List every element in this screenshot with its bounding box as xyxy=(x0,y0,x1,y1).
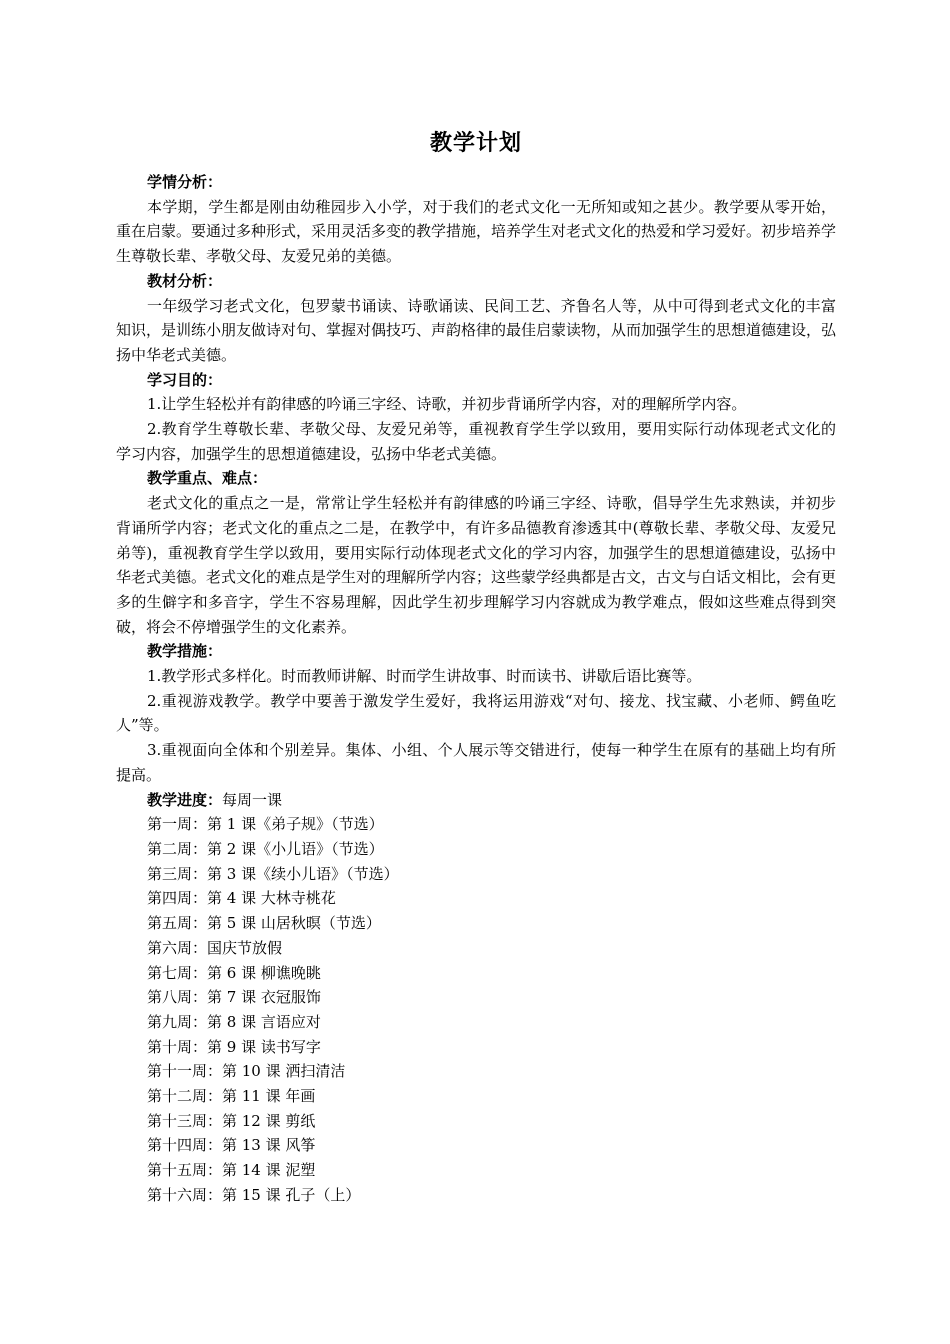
goal-item: 1.让学生轻松并有韵律感的吟诵三字经、诗歌，并初步背诵所学内容，对的理解所学内容。 xyxy=(147,395,747,414)
schedule-week-item: 第二周：第 2 课《小儿语》（节选） xyxy=(147,839,384,858)
heading-material-analysis: 教材分析： xyxy=(147,271,223,290)
heading-key-points: 教学重点、难点： xyxy=(147,469,268,488)
heading-schedule: 教学进度： xyxy=(147,790,223,809)
document-page xyxy=(116,128,836,1208)
heading-teaching-measures: 教学措施： xyxy=(147,642,223,661)
schedule-week-item: 第三周：第 3 课《续小儿语》（节选） xyxy=(147,864,399,883)
schedule-week-item: 第十三周：第 12 课 剪纸 xyxy=(147,1111,316,1130)
schedule-week-item: 第五周：第 5 课 山居秋暝（节选） xyxy=(147,914,381,933)
schedule-note: 每周一课 xyxy=(222,790,283,809)
measure-item: 1.教学形式多样化。时而教师讲解、时而学生讲故事、时而读书、讲歇后语比赛等。 xyxy=(147,667,702,686)
schedule-heading-line xyxy=(116,788,836,813)
weekly-schedule-list xyxy=(116,812,836,1207)
schedule-week-item: 第八周：第 7 课 衣冠服饰 xyxy=(147,988,321,1007)
document-title: 教学计划 xyxy=(429,131,522,156)
schedule-week-item: 第九周：第 8 课 言语应对 xyxy=(147,1012,321,1031)
paragraph-key-points: 老式文化的重点之一是，常常让学生轻松并有韵律感的吟诵三字经、诗歌，倡导学生先求熟读，并初步背诵所学内容；老式文化的重点之二是，在教学中，有许多品德教育渗透其中(尊敬长辈、孝敬父母、友爱兄弟等)，重视教育学生学以致用，要用实际行动体现老式文化的学习内容，加强学生的思想道德建设，弘扬中华老式美德。老式文化的难点是学生对的理解所学内容；这些蒙学经典都是古文，古文与白话文相比，会有更多的生僻字和多音字，学生不容易理解，因此学生初步理解学习内容就成为教学难点，假如这些难点得到突破，将会不停增强学生的文化素养。 xyxy=(116,494,837,636)
schedule-week-item: 第十周：第 9 课 读书写字 xyxy=(147,1037,321,1056)
paragraph-student-analysis: 本学期，学生都是刚由幼稚园步入小学，对于我们的老式文化一无所知或知之甚少。教学要从零开始，重在启蒙。要通过多种形式，采用灵活多变的教学措施，培养学生对老式文化的热爱和学习爱好。初步培养学生尊敬长辈、孝敬父母、友爱兄弟的美德。 xyxy=(116,197,837,266)
paragraph-material-analysis: 一年级学习老式文化，包罗蒙书诵读、诗歌诵读、民间工艺、齐鲁名人等，从中可得到老式文化的丰富知识，是训练小朋友做诗对句、掌握对偶技巧、声韵格律的最佳启蒙读物，从而加强学生的思想道德建设，弘扬中华老式美德。 xyxy=(116,296,837,364)
heading-learning-goals: 学习目的： xyxy=(147,370,223,389)
schedule-week-item: 第一周：第 1 课《弟子规》（节选） xyxy=(147,815,384,834)
heading-student-analysis: 学情分析： xyxy=(147,173,223,191)
measure-item: 2.重视游戏教学。教学中要善于激发学生爱好，我将运用游戏“对句、接龙、找宝藏、小老师、鳄鱼吃人”等。 xyxy=(116,691,836,735)
schedule-week-item: 第七周：第 6 课 柳谯晚眺 xyxy=(147,963,321,982)
measure-item: 3.重视面向全体和个别差异。集体、小组、个人展示等交错进行，使每一种学生在原有的基础上均有所提高。 xyxy=(116,741,836,784)
schedule-week-item: 第十一周：第 10 课 洒扫清洁 xyxy=(147,1062,346,1081)
schedule-week-item: 第十四周：第 13 课 风筝 xyxy=(147,1136,316,1155)
schedule-week-item: 第四周：第 4 课 大林寺桃花 xyxy=(147,889,336,908)
schedule-week-item: 第六周：国庆节放假 xyxy=(147,938,283,957)
schedule-week-item: 第十五周：第 14 课 泥塑 xyxy=(147,1161,316,1180)
schedule-week-item: 第十二周：第 11 课 年画 xyxy=(147,1087,316,1106)
schedule-week-item: 第十六周：第 15 课 孔子（上） xyxy=(147,1185,361,1204)
goal-item: 2.教育学生尊敬长辈、孝敬父母、友爱兄弟等，重视教育学生学以致用，要用实际行动体现老式文化的学习内容，加强学生的思想道德建设，弘扬中华老式美德。 xyxy=(116,420,836,463)
